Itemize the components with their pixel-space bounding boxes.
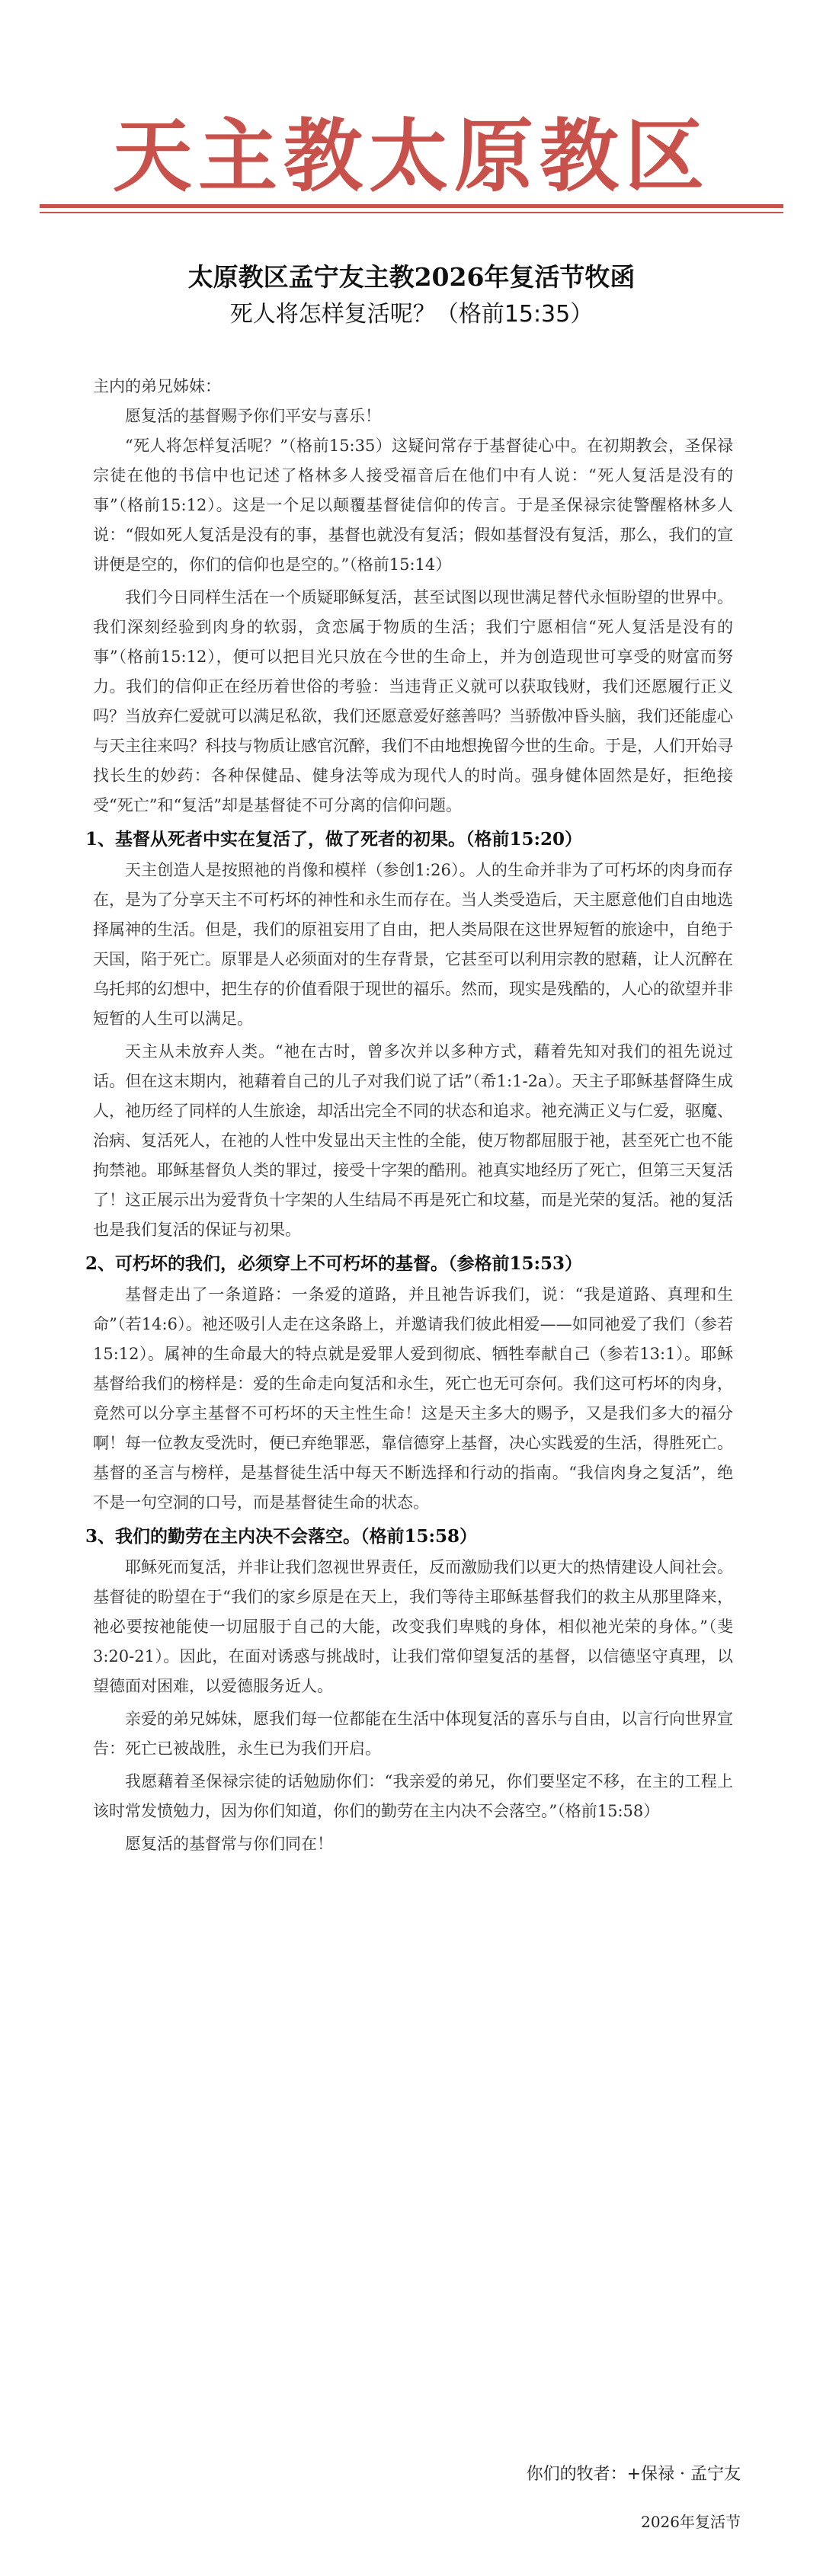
paragraph-intro: “死人将怎样复活呢？”（格前15:35）这疑问常存于基督徒心中。在初期教会，圣保禄宗徒在他的书信中也记述了格林多人接受福音后在他们中有人说：“死人复活是没有的事”（格前15:12）。这是一个足以颠覆基督徒信仰的传言。于是圣保禄宗徒警醒格林多人说：“假如死人复活是没有的事，基督也就没有复活；假如基督没有复活，那么，我们的宣讲便是空的，你们的信仰也是空的。”（格前15:14） xyxy=(93,437,733,574)
section-heading-2: 2、可朽坏的我们，必须穿上不可朽坏的基督。（参格前15:53） xyxy=(85,1253,583,1274)
paragraph-way: 基督走出了一条道路：一条爱的道路，并且祂告诉我们，说：“我是道路、真理和生命”（若14:6）。祂还吸引人走在这条路上，并邀请我们彼此相爱——如同祂爱了我们（参若15:12）。属神的生命最大的特点就是爱罪人爱到彻底、牺牲奉献自己（参若13:1）。耶稣基督给我们的榜样是：爱的生命走向复活和永生，死亡也无可奈何。我们这可朽坏的肉身，竟然可以分享主基督不可朽坏的天主性生命！这是天主多大的赐予，又是我们多大的福分啊！每一位教友受洗时，便已弃绝罪恶，靠信德穿上基督，决心实践爱的生活，得胜死亡。基督的圣言与榜样，是基督徒生活中每天不断选择和行动的指南。“我信肉身之复活”，绝不是一句空洞的口号，而是基督徒生命的状态。 xyxy=(93,1285,733,1512)
letter-body xyxy=(85,372,733,1859)
letter-title: 太原教区孟宁友主教2026年复活节牧函 xyxy=(187,262,636,292)
paragraph-incarnation: 天主从未放弃人类。“祂在古时，曾多次并以多种方式，藉着先知对我们的祖先说过话。但在这末期内，祂藉着自己的儿子对我们说了话”（希1:1-2a）。天主子耶稣基督降生成人，祂历经了同样的人生旅途，却活出完全不同的状态和追求。祂充满正义与仁爱，驱魔、治病、复活死人，在祂的人性中发显出天主性的全能，使万物都屈服于祂，甚至死亡也不能拘禁祂。耶稣基督负人类的罪过，接受十字架的酷刑。祂真实地经历了死亡，但第三天复活了！这正展示出为爱背负十字架的人生结局不再是死亡和坟墓，而是光荣的复活。祂的复活也是我们复活的保证与初果。 xyxy=(93,1042,733,1239)
paragraph-hope: 耶稣死而复活，并非让我们忽视世界责任，反而激励我们以更大的热情建设人间社会。基督徒的盼望在于“我们的家乡原是在天上，我们等待主耶稣基督我们的救主从那里降来，祂必要按祂能使一切屈服于自己的大能，改变我们卑贱的身体，相似祂光荣的身体。”（斐3:20-21）。因此，在面对诱惑与挑战时，让我们常仰望复活的基督，以信德坚守真理，以望德面对困难，以爱德服务近人。 xyxy=(93,1558,733,1695)
paragraph-exhortation: 我愿藉着圣保禄宗徒的话勉励你们：“我亲爱的弟兄，你们要坚定不移，在主的工程上该时常发愤勉力，因为你们知道，你们的勤劳在主内决不会落空。”（格前15:58） xyxy=(93,1772,733,1820)
paragraph-witness: 亲爱的弟兄姊妹，愿我们每一位都能在生活中体现复活的喜乐与自由，以言行向世界宣告：死亡已被战胜，永生已为我们开启。 xyxy=(93,1710,733,1758)
masthead xyxy=(0,0,823,221)
paragraph-creation: 天主创造人是按照祂的肖像和模样（参创1:26）。人的生命并非为了可朽坏的肉身而存在，是为了分享天主不可朽坏的神性和永生而存在。当人类受造后，天主愿意他们自由地选择属神的生活。但是，我们的原祖妄用了自由，把人类局限在这世界短暂的旅途中，自绝于天国，陷于死亡。原罪是人必须面对的生存背景，它甚至可以利用宗教的慰藉，让人沉醉在乌托邦的幻想中，把生存的价值看限于现世的福乐。然而，现实是残酷的，人心的欲望并非短暂的人生可以满足。 xyxy=(93,861,733,1028)
masthead-title: 天主教太原教区 xyxy=(112,109,710,203)
paragraph-world: 我们今日同样生活在一个质疑耶稣复活，甚至试图以现世满足替代永恒盼望的世界中。我们深刻经验到肉身的软弱，贪恋属于物质的生活；我们宁愿相信“死人复活是没有的事”（格前15:12），便可以把目光只放在今世的生命上，并为创造现世可享受的财富而努力。我们的信仰正在经历着世俗的考验：当违背正义就可以获取钱财，我们还愿履行正义吗？当放弃仁爱就可以满足私欲，我们还愿意爱好慈善吗？当骄傲冲昏头脑，我们还能虚心与天主往来吗？科技与物质让感官沉醉，我们不由地想挽留今世的生命。于是，人们开始寻找长生的妙药：各种保健品、健身法等成为现代人的时尚。强身健体固然是好，拒绝接受“死亡”和“复活”却是基督徒不可分离的信仰问题。 xyxy=(93,588,733,814)
paragraph-blessing: 愿复活的基督常与你们同在！ xyxy=(125,1835,333,1853)
signature-pastor: 你们的牧者：+保禄 · 孟宁友 xyxy=(526,2465,741,2484)
section-heading-1: 1、基督从死者中实在复活了，做了死者的初果。（格前15:20） xyxy=(85,829,583,850)
section-heading-3: 3、我们的勤劳在主内决不会落空。（格前15:58） xyxy=(85,1526,478,1547)
letter-subtitle: 死人将怎样复活呢？（格前15:35） xyxy=(229,301,594,328)
paragraph-greeting: 愿复活的基督赐予你们平安与喜乐！ xyxy=(125,407,381,425)
masthead-divider-thick xyxy=(40,204,783,208)
masthead-divider-thin xyxy=(40,212,783,213)
signature-date: 2026年复活节 xyxy=(641,2513,741,2531)
salutation: 主内的弟兄姊妹： xyxy=(93,377,221,395)
